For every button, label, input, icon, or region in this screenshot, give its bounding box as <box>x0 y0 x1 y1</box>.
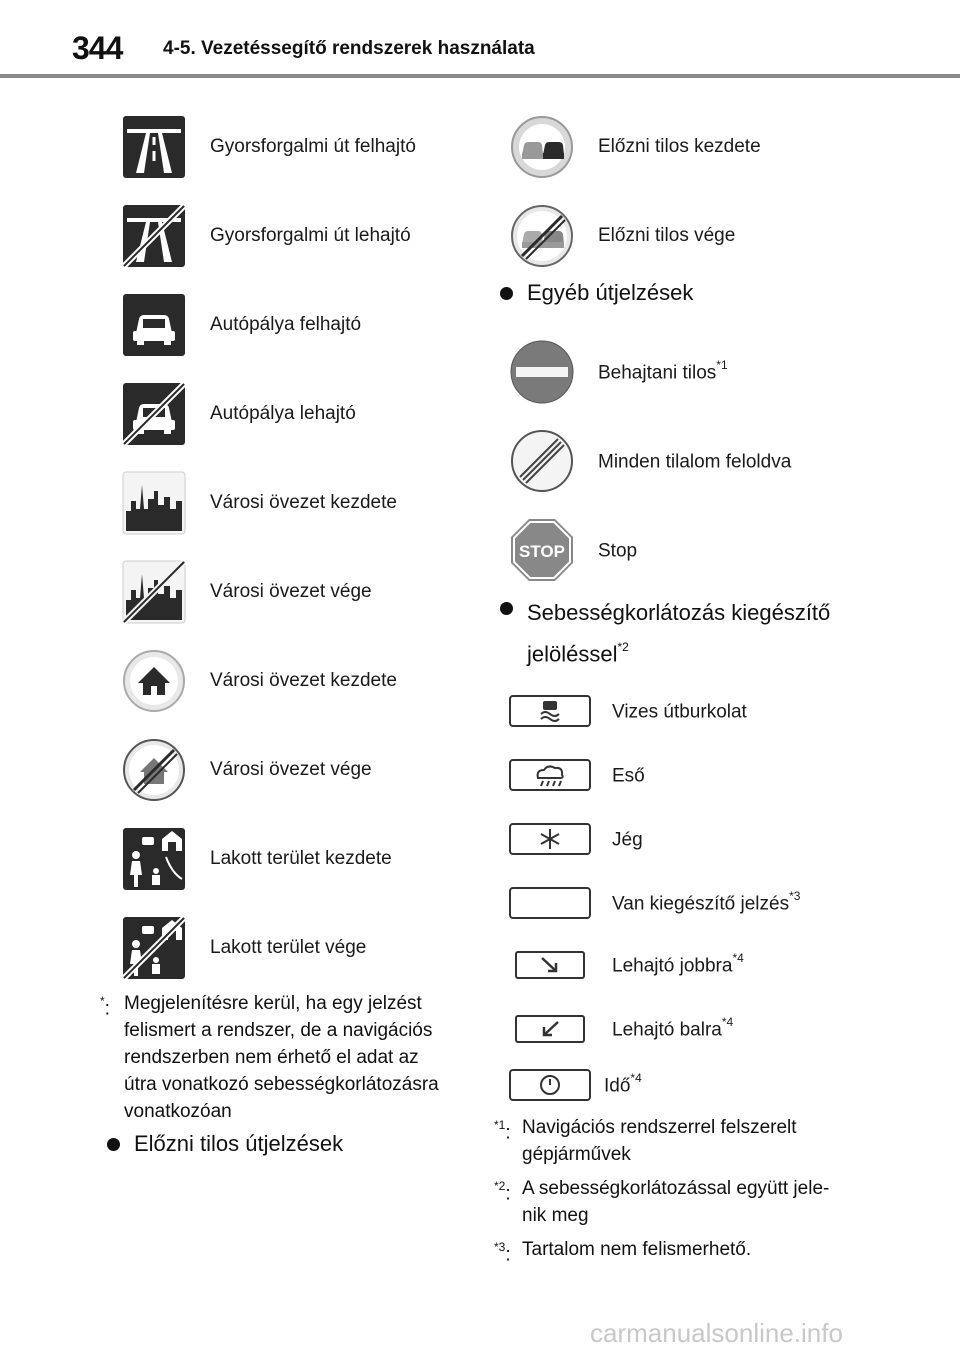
bullet-text: Egyéb útjelzések <box>527 280 694 305</box>
footnote: $^{*2}$: A sebességkorlátozással együtt jele- nik meg <box>494 1175 874 1229</box>
sign-row <box>122 827 392 891</box>
sign-label: Van kiegészítő jelzés$^{*3}$ <box>612 888 801 915</box>
sign-label: Idő$^{*4}$ <box>604 1070 642 1097</box>
footnote-line: Megjelenítésre kerül, ha egy jelzést <box>124 993 422 1014</box>
bullet-heading <box>500 595 830 672</box>
section-title: 4-5. Vezetéssegítő rendszerek használata <box>163 38 535 59</box>
footnote-line: A sebességkorlátozással együtt jele- <box>522 1178 830 1199</box>
sign-row <box>514 948 744 982</box>
sign-row <box>510 204 735 268</box>
sign-label: Behajtani tilos$^{*1}$ <box>598 357 728 384</box>
footnote-line: útra vonatkozó sebességkorlátozásra <box>124 1074 439 1095</box>
sign-label: Gyorsforgalmi út felhajtó <box>210 136 416 157</box>
no-overtaking-icon <box>510 115 574 179</box>
residential-start-icon <box>122 827 186 891</box>
sign-row <box>508 884 800 922</box>
sign-label: Városi övezet kezdete <box>210 492 397 513</box>
sign-row <box>122 204 411 268</box>
motorway-start-icon <box>122 293 186 357</box>
urban-zone-start-icon <box>122 649 186 713</box>
sign-label: Előzni tilos vége <box>598 225 736 246</box>
sign-label: Lehajtó balra$^{*4}$ <box>612 1014 734 1041</box>
sign-row <box>122 649 397 713</box>
expressway-start-icon <box>122 115 186 179</box>
sign-label: Jég <box>612 829 643 851</box>
footnote-asterisk <box>100 990 470 1125</box>
no-entry-icon <box>510 340 574 404</box>
bullet-heading <box>500 280 693 306</box>
wet-road-plate-icon <box>508 692 592 730</box>
sign-label: Városi övezet kezdete <box>210 670 397 691</box>
blank-plate-icon <box>508 884 592 922</box>
sign-row <box>510 115 761 179</box>
sign-row <box>122 382 356 446</box>
exit-right-plate-icon <box>514 948 586 982</box>
sign-label: Eső <box>612 765 645 787</box>
page-header <box>0 0 960 80</box>
time-plate-icon <box>508 1066 592 1104</box>
bullet-heading <box>107 1131 343 1157</box>
stop-sign-text: STOP <box>519 542 565 561</box>
exit-left-plate-icon <box>514 1012 586 1046</box>
sign-row <box>122 738 372 802</box>
ice-plate-icon <box>508 820 592 858</box>
sign-row <box>510 518 637 582</box>
sign-row <box>508 820 643 858</box>
footnote-line: Tartalom nem felismerhető. <box>522 1239 752 1260</box>
rain-plate-icon <box>508 756 592 794</box>
bullet-dot <box>107 1138 120 1151</box>
bullet-dot <box>500 287 513 300</box>
sign-row <box>510 429 791 493</box>
sign-row <box>514 1012 733 1046</box>
footnote-line: rendszerben nem érhető el adat az <box>124 1047 419 1068</box>
sign-label: Stop <box>598 540 638 562</box>
footnote: $^{*1}$: Navigációs rendszerrel felszerelt gépjárművek <box>494 1114 874 1168</box>
motorway-end-icon <box>122 382 186 446</box>
sign-label: Előzni tilos kezdete <box>598 136 761 157</box>
urban-zone-end-icon <box>122 738 186 802</box>
sign-label: Városi övezet vége <box>210 581 372 602</box>
sign-label: Lehajtó jobbra$^{*4}$ <box>612 950 744 977</box>
page-number: 344 <box>72 30 123 66</box>
expressway-end-icon <box>122 204 186 268</box>
sign-label: Minden tilalom feloldva <box>598 451 792 473</box>
footnote-mark: *: <box>100 994 110 1020</box>
city-zone-end-icon <box>122 560 186 624</box>
sign-label: Autópálya felhajtó <box>210 314 362 335</box>
header-divider <box>0 74 960 78</box>
sign-label: Lakott terület kezdete <box>210 848 392 869</box>
residential-end-icon <box>122 916 186 980</box>
sign-row <box>508 1066 642 1104</box>
sign-label: Lakott terület vége <box>210 937 367 958</box>
sign-row <box>122 115 416 179</box>
sign-label: Vizes útburkolat <box>612 701 747 723</box>
footnote-line: felismert a rendszer, de a navigációs <box>124 1020 433 1041</box>
sign-row <box>122 293 361 357</box>
end-all-restrictions-icon <box>510 429 574 493</box>
footnote: $^{*3}$: Tartalom nem felismerhető. <box>494 1236 874 1263</box>
sign-label: Városi övezet vége <box>210 759 372 780</box>
watermark: carmanualsonline.info <box>590 1318 843 1348</box>
footnote-line: Navigációs rendszerrel felszerelt <box>522 1117 797 1138</box>
sign-label: Autópálya lehajtó <box>210 403 356 424</box>
footnote-line: gépjárművek <box>522 1144 631 1165</box>
bullet-text: Sebességkorlátozás kiegészítő jelöléssel$^{*2}$ <box>527 600 831 667</box>
sign-row <box>122 560 372 624</box>
stop-sign-icon <box>510 518 574 582</box>
sign-row <box>122 471 397 535</box>
sign-label: Gyorsforgalmi út lehajtó <box>210 225 411 246</box>
footnote-line: vonatkozóan <box>124 1101 232 1122</box>
sign-row <box>508 692 747 730</box>
sign-row <box>508 756 645 794</box>
sign-row <box>122 916 366 980</box>
bullet-dot <box>500 602 513 615</box>
footnote-line: nik meg <box>522 1205 589 1226</box>
city-zone-start-icon <box>122 471 186 535</box>
no-overtaking-end-icon <box>510 204 574 268</box>
sign-row <box>510 340 728 404</box>
bullet-text: Előzni tilos útjelzések <box>134 1131 344 1156</box>
